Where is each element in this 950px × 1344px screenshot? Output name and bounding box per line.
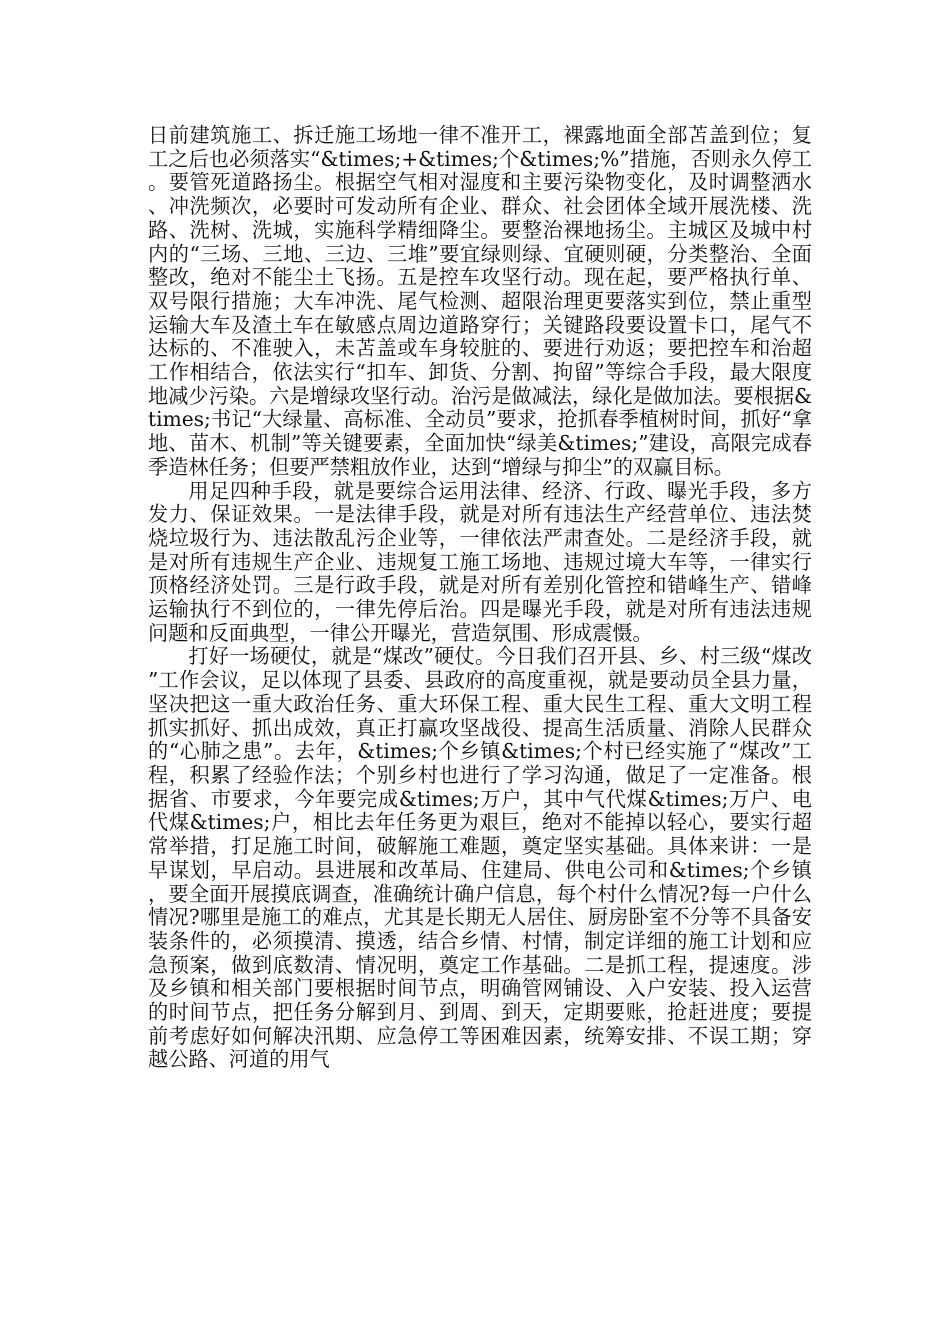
document-page	[148, 124, 812, 1072]
paragraph-1: 日前建筑施工、拆迁施工场地一律不准开工，裸露地面全部苫盖到位；复工之后也必须落实“&times;+&times;个&times;%”措施，否则永久停工。要管死道路扬尘。根据空气相对湿度和主要污染物变化，及时调整洒水、冲洗频次，必要时可发动所有企业、群众、社会团体全域开展洗楼、洗路、洗树、洗城，实施科学精细降尘。要整治裸地扬尘。主城区及城中村内的“三场、三地、三边、三堆”要宜绿则绿、宜硬则硬，分类整治、全面整改，绝对不能尘土飞扬。五是控车攻坚行动。现在起，要严格执行单、双号限行措施；大车冲洗、尾气检测、超限治理更要落实到位，禁止重型运输大车及渣土车在敏感点周边道路穿行；关键路段要设置卡口，尾气不达标的、不准驶入，未苫盖或车身较脏的、要进行劝返；要把控车和治超工作相结合，依法实行“扣车、卸货、分割、拘留”等综合手段，最大限度地减少污染。六是增绿攻坚行动。治污是做减法，绿化是做加法。要根据&times;书记“大绿量、高标准、全动员”要求，抢抓春季植树时间，抓好“拿地、苗木、机制”等关键要素，全面加快“绿美&times;”建设，高限完成春季造林任务；但要严禁粗放作业，达到“增绿与抑尘”的双赢目标。	[148, 123, 812, 479]
paragraph-2: 用足四种手段，就是要综合运用法律、经济、行政、曝光手段，多方发力、保证效果。一是法律手段，就是对所有违法生产经营单位、违法焚烧垃圾行为、违法散乱污企业等，一律依法严肃查处。二是经济手段，就是对所有违规生产企业、违规复工施工场地、违规过境大车等，一律实行顶格经济处罚。三是行政手段，就是对所有差别化管控和错峰生产、错峰运输执行不到位的，一律先停后治。四是曝光手段，就是对所有违法违规问题和反面典型，一律公开曝光，营造氛围、形成震慑。	[148, 478, 812, 645]
paragraph-3: 打好一场硬仗，就是“煤改”硬仗。今日我们召开县、乡、村三级“煤改”工作会议，足以体现了县委、县政府的高度重视，就是要动员全县力量，坚决把这一重大政治任务、重大环保工程、重大民生工程、重大文明工程抓实抓好、抓出成效，真正打赢攻坚战役、提高生活质量、消除人民群众的“心肺之患”。去年，&times;个乡镇&times;个村已经实施了“煤改”工程，积累了经验作法；个别乡村也进行了学习沟通，做足了一定准备。根据省、市要求，今年要完成&times;万户，其中气代煤&times;万户、电代煤&times;户，相比去年任务更为艰巨，绝对不能掉以轻心，要实行超常举措，打足施工时间，破解施工难题，奠定坚实基础。具体来讲：一是早谋划，早启动。县进展和改革局、住建局、供电公司和&times;个乡镇，要全面开展摸底调查，准确统计确户信息，每个村什么情况?每一户什么情况?哪里是施工的难点，尤其是长期无人居住、厨房卧室不分等不具备安装条件的，必须摸清、摸透，结合乡情、村情，制定详细的施工计划和应急预案，做到底数清、情况明，奠定工作基础。二是抓工程，提速度。涉及乡镇和相关部门要根据时间节点，明确管网铺设、入户安装、投入运营的时间节点，把任务分解到月、到周、到天，定期要账，抢赶进度；要提前考虑好如何解决汛期、应急停工等困难因素，统筹安排、不误工期；穿越公路、河道的用气	[148, 644, 812, 1072]
